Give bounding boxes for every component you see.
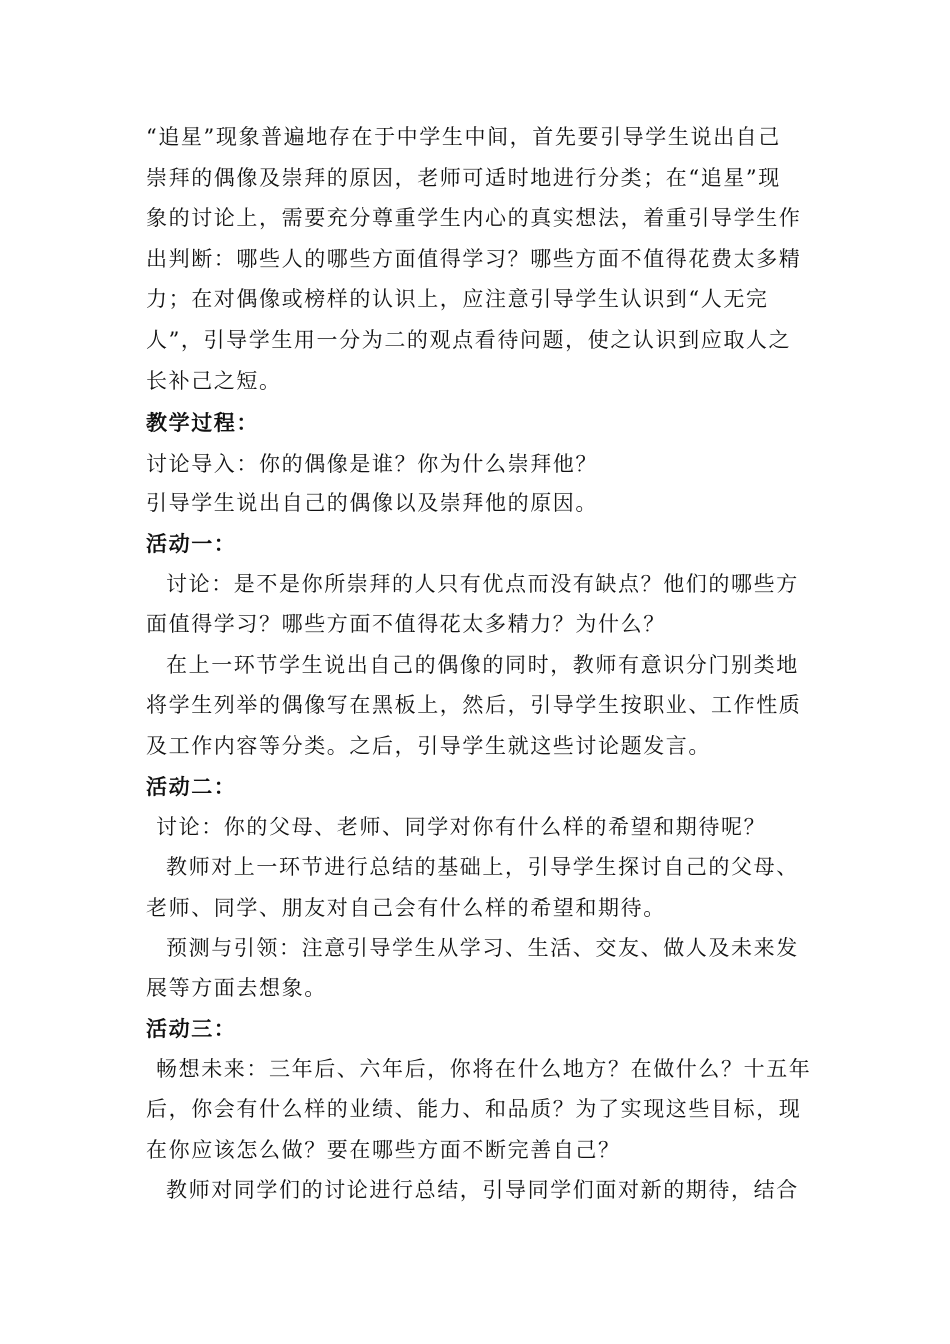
- intro-line-2: 崇拜的偶像及崇拜的原因，老师可适时地进行分类；在“追星”现: [146, 166, 781, 190]
- intro-line-6: 人”，引导学生用一分为二的观点看待问题，使之认识到应取人之: [146, 328, 792, 352]
- activity3-line-1: 畅想未来：三年后、六年后，你将在什么地方？在做什么？十五年: [156, 1057, 812, 1081]
- activity2-line-3: 老师、同学、朋友对自己会有什么样的希望和期待。: [146, 896, 666, 920]
- discussion-intro: 讨论导入：你的偶像是谁？你为什么崇拜他？: [146, 452, 598, 476]
- intro-line-1: “追星”现象普遍地存在于中学生中间，首先要引导学生说出自己: [146, 125, 781, 149]
- activity2-line-2: 教师对上一环节进行总结的基础上，引导学生探讨自己的父母、: [166, 855, 799, 879]
- activity3-line-3: 在你应该怎么做？要在哪些方面不断完善自己？: [146, 1138, 621, 1162]
- intro-line-5: 力；在对偶像或榜样的认识上，应注意引导学生认识到“人无完: [146, 287, 769, 311]
- heading-activity-3: 活动三：: [146, 1016, 237, 1041]
- heading-activity-2: 活动二：: [146, 774, 237, 799]
- activity2-line-5: 展等方面去想象。: [146, 976, 327, 1000]
- guide-intro: 引导学生说出自己的偶像以及崇拜他的原因。: [146, 491, 598, 515]
- activity2-line-4: 预测与引领：注意引导学生从学习、生活、交友、做人及未来发: [166, 936, 799, 960]
- activity3-line-4: 教师对同学们的讨论进行总结，引导同学们面对新的期待，结合: [166, 1178, 799, 1202]
- heading-activity-1: 活动一：: [146, 531, 237, 556]
- activity1-line-1: 讨论：是不是你所崇拜的人只有优点而没有缺点？他们的哪些方: [166, 572, 799, 596]
- activity1-line-3: 在上一环节学生说出自己的偶像的同时，教师有意识分门别类地: [166, 653, 799, 677]
- intro-line-4: 出判断：哪些人的哪些方面值得学习？哪些方面不值得花费太多精: [146, 247, 802, 271]
- activity1-line-2: 面值得学习？哪些方面不值得花太多精力？为什么？: [146, 612, 666, 636]
- activity1-line-5: 及工作内容等分类。之后，引导学生就这些讨论题发言。: [146, 734, 711, 758]
- activity2-line-1: 讨论：你的父母、老师、同学对你有什么样的希望和期待呢？: [156, 815, 767, 839]
- activity3-line-2: 后，你会有什么样的业绩、能力、和品质？为了实现这些目标，现: [146, 1097, 802, 1121]
- intro-line-7: 长补己之短。: [146, 369, 282, 393]
- activity1-line-4: 将学生列举的偶像写在黑板上，然后，引导学生按职业、工作性质: [146, 693, 802, 717]
- intro-line-3: 象的讨论上，需要充分尊重学生内心的真实想法，着重引导学生作: [146, 206, 802, 230]
- heading-teaching-process: 教学过程：: [146, 410, 259, 435]
